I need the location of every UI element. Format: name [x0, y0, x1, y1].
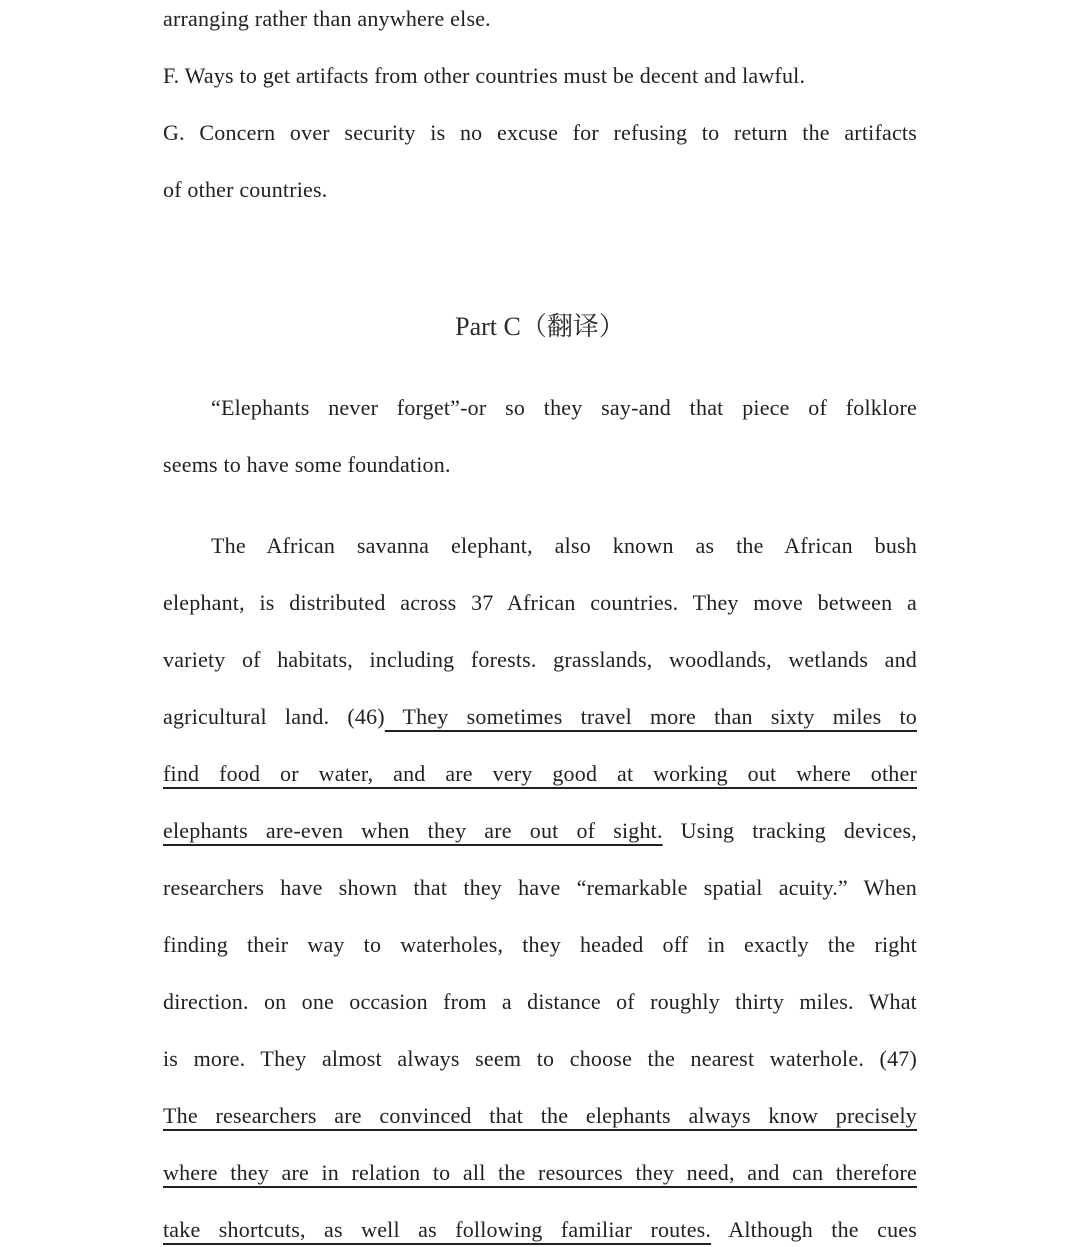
text-segment: agricultural land. (46) [163, 704, 385, 729]
text-line [163, 688, 917, 745]
text-line [163, 436, 917, 493]
text-line [163, 802, 917, 859]
underlined-translation-segment: The researchers are convinced that the elephants always know precisely [163, 1103, 917, 1128]
text-segment: seems to have some foundation. [163, 452, 451, 477]
text-line [163, 379, 917, 436]
text-line [163, 47, 917, 104]
text-segment: variety of habitats, including forests. grasslands, woodlands, wetlands and [163, 647, 917, 672]
underlined-translation-segment: where they are in relation to all the resources they need, and can therefore [163, 1160, 917, 1185]
text-line [163, 859, 917, 916]
text-segment: is more. They almost always seem to choose the nearest waterhole. (47) [163, 1046, 917, 1071]
underlined-translation-segment: They sometimes travel more than sixty miles to [384, 704, 917, 729]
text-segment: direction. on one occasion from a distance of roughly thirty miles. What [163, 989, 917, 1014]
part-annotation: （翻译） [520, 312, 625, 341]
text-line [163, 104, 917, 161]
underlined-translation-segment: take shortcuts, as well as following familiar routes. [163, 1217, 712, 1242]
text-segment: Using tracking devices, [662, 818, 917, 843]
text-segment: elephant, is distributed across 37 African countries. They move between a [163, 590, 917, 615]
text-segment: researchers have shown that they have “remarkable spatial acuity.” When [163, 875, 917, 900]
text-line [163, 517, 917, 574]
text-line [163, 1201, 917, 1247]
text-line [163, 916, 917, 973]
passage-section [163, 379, 917, 1247]
text-line [163, 973, 917, 1030]
underlined-translation-segment: elephants are-even when they are out of sight. [163, 818, 663, 843]
text-segment: The African savanna elephant, also known as the African bush [211, 533, 917, 558]
text-line [163, 161, 917, 218]
text-segment: finding their way to waterholes, they headed off in exactly the right [163, 932, 917, 957]
text-segment: arranging rather than anywhere else. [163, 6, 491, 31]
text-segment: Although the cues [711, 1217, 918, 1242]
passage-paragraph [163, 379, 917, 493]
passage-paragraph [163, 517, 917, 1247]
text-line [163, 574, 917, 631]
text-segment: “Elephants never forget”-or so they say-and that piece of folklore [211, 395, 917, 420]
text-segment: of other countries. [163, 177, 328, 202]
text-line [163, 1144, 917, 1201]
text-line [163, 1087, 917, 1144]
text-segment: F. Ways to get artifacts from other countries must be decent and lawful. [163, 63, 806, 88]
underlined-translation-segment: find food or water, and are very good at working out where other [163, 761, 917, 786]
text-line [163, 0, 917, 47]
text-line [163, 1030, 917, 1087]
part-c-heading [163, 298, 917, 355]
matching-options-section [163, 0, 917, 218]
part-label: Part C [455, 312, 521, 341]
text-segment: G. Concern over security is no excuse for refusing to return the artifacts [163, 120, 917, 145]
text-line [163, 631, 917, 688]
text-line [163, 745, 917, 802]
